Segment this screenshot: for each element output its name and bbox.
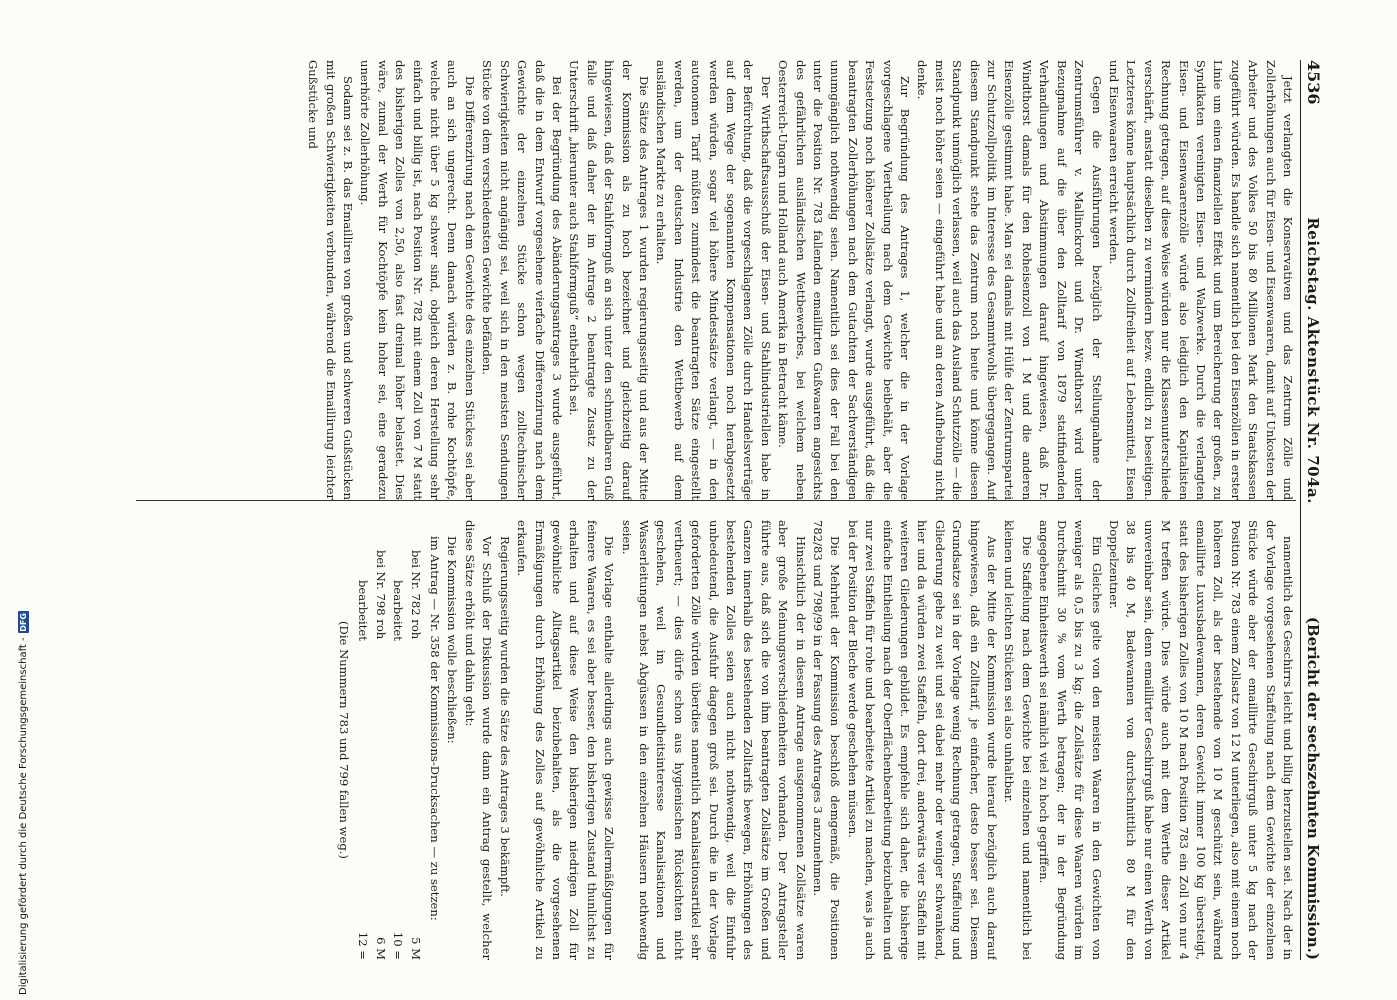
tariff-value: 10 =	[391, 931, 406, 960]
digitization-note	[2, 0, 29, 1000]
tariff-label: bei Nr. 782 roh	[408, 550, 423, 640]
tariff-row	[371, 520, 388, 960]
tariff-row	[389, 520, 406, 960]
right-column	[106, 520, 1296, 960]
paragraph: Bei der Begründung des Abänderungsantrages 3 wurde ausgeführt, daß die in dem Entwurf vorgesehene vierfache Differenzirung nach dem Gewichte der einzelnen Stücke schon wegen zolltechnischer Schwierigkeiten nicht angängig sei, weil sich in den meisten Sendungen Stücke von dem verschiedensten Gewichte befänden.	[480, 60, 564, 500]
page-number: 4536	[1304, 60, 1323, 105]
paragraph: Hinsichtlich der in diesem Antrage ausgenommenen Zollsätze waren aber große Meinungsverschiedenheiten vorhanden. Der Antragsteller führte aus, daß sich die von ihm beantragten Zollsätze im Großen und Ganzen innerhalb des bestehenden Zolltarifs bewegen, Erhöhungen des bestehenden Zolles seien auch nicht nothwendig, weil die Einfuhr unbedeutend, die Ausfuhr dagegen groß sei. Durch die in der Vorlage geforderten Zölle würden überdies namentlich Kanalisationsartikel sehr vertheuert; — dies dürfe schon aus hygienischen Rücksichten nicht geschehen, weil im Gesundheitsinteresse Kanalisationen und Wasserleitungen nebst Abgüssen in den einzelnen Häusern nothwendig seien.	[619, 520, 808, 960]
paragraph: Ein Gleiches gelte von den meisten Waaren in den Gewichten von weniger als 0,5 bis zu 3 kg; die Zollsätze für diese Waaren würden im Durchschnitt 30 % vom Werth betragen; der in der Begründung angegebene Einheitswerth sei nämlich viel zu hoch gegriffen.	[1037, 520, 1104, 960]
paragraph: Die Mehrheit der Kommission beschloß demgemäß, die Positionen 782/83 und 798/99 in der Fassung des Antrages 3 anzunehmen.	[811, 520, 843, 960]
tariff-value: 12 =	[356, 931, 371, 960]
left-column	[106, 60, 1296, 500]
digitization-note-text: Digitalisierung gefördert durch die Deutsche Forschungsgemeinschaft -	[18, 637, 29, 995]
tariff-label: bei Nr. 798 roh	[373, 550, 388, 640]
paragraph: Regierungsseitig wurden die Sätze des Antrages 3 bekämpft.	[497, 536, 512, 897]
text-columns	[106, 60, 1296, 960]
paragraph: Der Wirthschaftsausschuß der Eisen- und Stahlindustriellen habe in der Befürchtung, daß die vorgeschlagenen Zölle durch Handelsverträge auf dem Wege der sogenannten Kompensationen noch herabgesetzt werden würden, sogar viel höhere Mindestsätze verlangt, — in den autonomen Tarif müßten zumindest die beantragten Sätze eingestellt werden, um der deutschen Industrie den Wettbewerb auf dem ausländischen Markte zu erhalten.	[654, 60, 773, 500]
page-header	[1300, 60, 1330, 960]
paragraph: Die Sätze des Antrages 1 wurden regierungsseitig und aus der Mitte der Kommission als zu hoch bezeichnet und gleichzeitig darauf hingewiesen, daß der Stahlformguß an sich unter den schmiedbaren Guß falle und daß daher der im Antrage 2 beantragte Zusatz zu der Unterschrift „hierunter auch Stahlformguß“ entbehrlich sei.	[567, 60, 651, 500]
tariff-list-intro: im Antrag — Nr. 358 der Kommissions-Drucksachen — zu setzen:	[428, 536, 443, 921]
paragraph: Zur Begründung des Antrages 1, welcher die in der Vorlage vorgeschlagene Viertheilung nach dem Gewichte beibehält, aber die Festsetzung noch höherer Zollsätze verlangt, wurde ausgeführt, daß die beantragten Zollerhöhungen nach dem Gutachten der Sachverständigen unumgänglich nothwendig seien. Namentlich sei dies der Fall bei den unter die Position Nr. 783 fallenden emaillirten Gußwaaren angesichts des gefährlichen ausländischen Wettbewerbes, bei welchem neben Oesterreich-Ungarn und Holland auch Amerika in Betracht käme.	[776, 60, 913, 500]
tariff-value: 5 M	[408, 937, 423, 960]
paragraph: Gegen die Ausführungen bezüglich der Stellungnahme der Zentrumsführer v. Mallinckrodt und Dr. Windthorst wird unter Bezugnahme auf die über den Zolltarif von 1879 stattfindenden Verhandlungen und Abstimmungen darauf hingewiesen, daß Dr. Windthorst damals für den Roheisenzoll von 1 M und die anderen Eisenzölle gestimmt habe. Man sei damals mit Hülfe der Zentrumspartei zur Schutzzollpolitik im Interesse des Gesammtwohls übergegangen. Auf diesem Standpunkt stehe das Zentrum noch heute und könne diesen Standpunkt unmöglich verlassen, weil auch das Ausland Schutzzölle — die meist noch höher seien — eingeführt habe und an deren Aufhebung nicht denke.	[915, 60, 1104, 500]
paragraph: Die Vorlage enthalte allerdings auch gewisse Zollermäßigungen für feinere Waaren, es sei aber besser, den bisherigen Zustand thunlichst zu erhalten und auf diese Weise den bisherigen niedrigen Zoll für gewöhnliche Alltagsartikel beizubehalten, als die vorgesehenen Ermäßigungen durch Erhöhung des Zolles auf gewöhnliche Artikel zu erkaufen.	[515, 520, 617, 960]
column-divider	[136, 500, 1296, 501]
tariff-row	[354, 520, 371, 960]
tariff-label: bearbeitet	[356, 580, 371, 641]
tariff-list	[354, 520, 424, 960]
rotated-page-content	[90, 60, 1330, 960]
paragraph: Die Differenzirung nach dem Gewichte des einzelnen Stückes sei aber auch an sich ungerecht. Denn danach würden z. B. rohe Kochtöpfe, welche nicht über 5 kg schwer sind, obgleich deren Herstellung sehr einfach und billig ist, nach Position Nr. 782 mit einem Zoll von 7 M statt des bisherigen Zolles von 2,50, also fast dreimal höher belastet. Dies wäre, zumal der Werth für Kochtöpfe kein hoher sei, eine geradezu unerhörte Zollerhöhung.	[358, 60, 477, 500]
right-column-paragraphs	[443, 520, 1296, 960]
header-subtitle: (Bericht der sechszehnten Kommission.)	[1304, 616, 1322, 960]
header-title: Reichstag. Aktenstück Nr. 704a.	[1304, 217, 1322, 504]
tariff-label: bearbeitet	[391, 580, 406, 641]
paragraph: Aus der Mitte der Kommission wurde hierauf bezüglich auch darauf hingewiesen, daß ein Zolltarif, je einfacher, desto besser sei. Diesem Grundsatze sei in der Vorlage wenig Rechnung getragen, Staffelung und Gliederung gehe zu weit und sei dabei mehr oder weniger schwankend, hier und da würden zwei Staffeln, dort drei, anderwärts vier Staffeln mit weiteren Gliederungen gebildet. Es empfehle sich daher, die bisherige einfache Eintheilung nach der Oberflächenbearbeitung beizubehalten und nur zwei Staffeln für rohe und bearbeitete Artikel zu machen, was ja auch bei der Position der Bleche werde geschehen müssen.	[845, 520, 1000, 960]
paragraph: Sodann sei z. B. das Emailliren von großen und schweren Gußstücken mit großen Schwierigkeiten verbunden, während die Emaillirung leichter Gußstücke und	[306, 60, 356, 500]
paragraph: Vor Schluß der Diskussion wurde dann ein Antrag gestellt, welcher diese Sätze erhöht und dahin geht:	[462, 520, 495, 960]
dfg-logo: DFG	[19, 613, 28, 632]
tariff-value: 6 M	[373, 937, 388, 960]
paragraph: Die Staffelung nach dem Gewichte bei einzelnen und namentlich bei kleinen und leichten Stücken sei also unhaltbar.	[1002, 520, 1034, 960]
paragraph: Die Kommission wolle beschließen:	[445, 536, 460, 744]
tariff-closing-note: (Die Nummern 783 und 799 fallen weg.)	[337, 621, 352, 859]
paragraph: namentlich des Geschirrs leicht und billig herzustellen sei. Nach der in der Vorlage vorgesehenen Staffelung nach dem Gewichte der einzelnen Stücke würde aber der emaillirte Geschirrguß unter 5 kg nach der Position Nr. 783 einem Zollsatz von 12 M unterliegen, also mit einem noch höheren Zoll, als der bestehende von 10 M geschützt sein, während emaillirte Luxusbadewannen, deren Gewicht immer 100 kg übersteigt, statt des bisherigen Zolles von 10 M nach Position 783 ein Zoll von nur 4 M treffen würde. Dies würde auch mit dem Werthe dieser Artikel unvereinbar sein, denn emaillirter Geschirrguß habe nur einen Werth von 38 bis 40 M, Badewannen von durchschnittlich 80 M für den Doppelzentner.	[1106, 520, 1295, 960]
tariff-row	[406, 520, 423, 960]
paragraph: Jetzt verlangten die Konservativen und das Zentrum Zölle und Zollerhöhungen auch für Eisen- und Eisenwaaren, damit auf Unkosten der Arbeiter und des Volkes 50 bis 80 Millionen Mark den Staatskassen zugeführt würden. Es handle sich namentlich bei den Eisenzöllen in erster Linie um einen finanziellen Effekt und um Bereicherung der großen, zu Syndikaten vereinigten Eisen- und Walzwerke. Durch die verlangten Eisen- und Eisenwaarenzölle würde also lediglich den Kapitalisten Rechnung getragen, auf diese Weise würden nur die Klassenunterschiede verschärft, anstatt dieselben zu vermindern bezw. endlich zu beseitigen. Letzteres könne hauptsächlich durch Zollfreiheit auf Lebensmittel, Eisen und Eisenwaaren erreicht werden.	[1106, 60, 1295, 500]
